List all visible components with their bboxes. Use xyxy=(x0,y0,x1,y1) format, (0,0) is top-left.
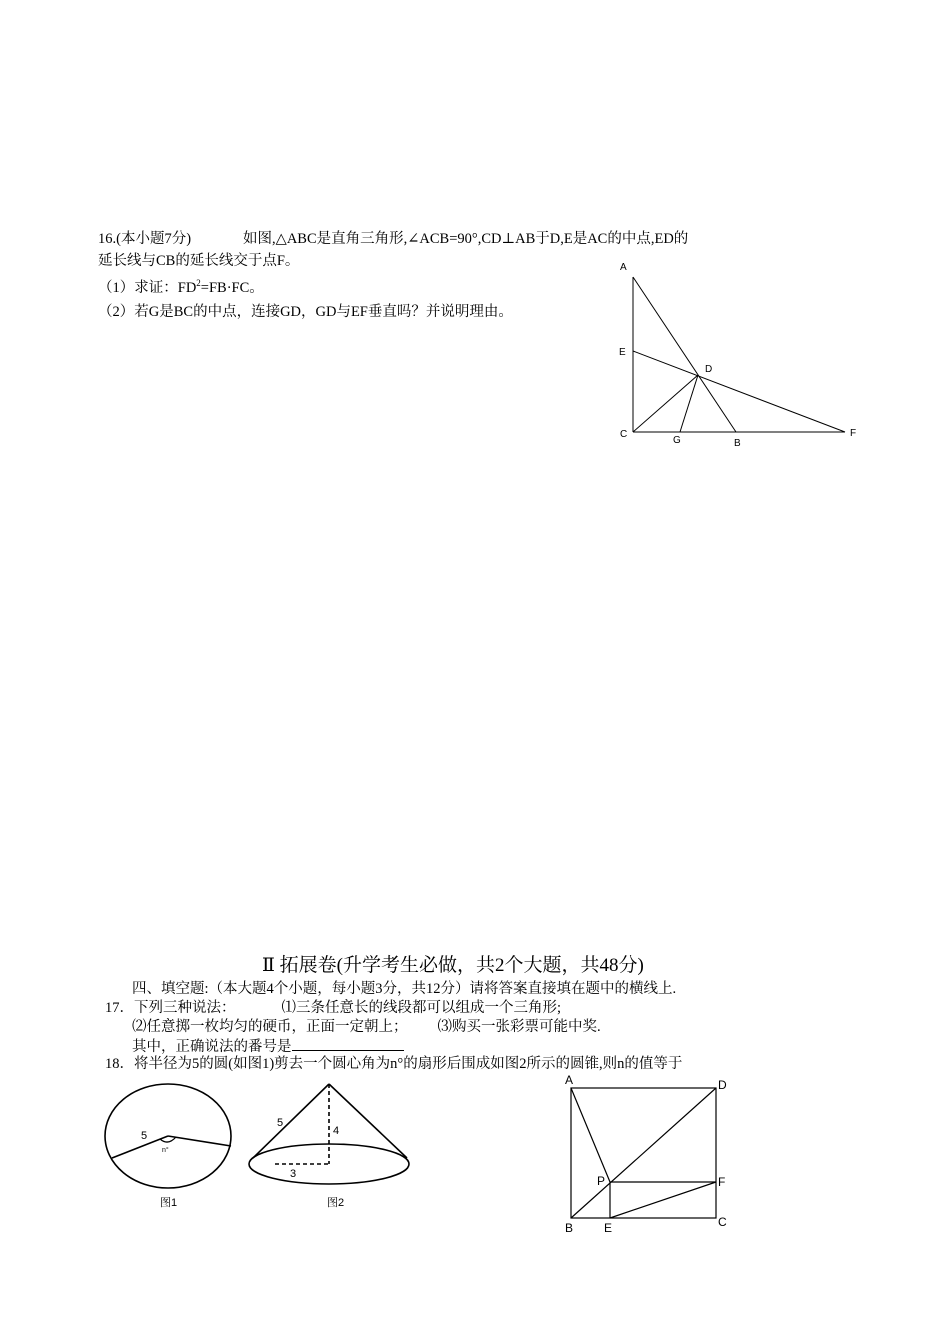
label-c: C xyxy=(620,429,628,440)
q17-line2 xyxy=(132,1017,601,1037)
radius-left xyxy=(112,1136,168,1158)
label-b: B xyxy=(734,438,741,449)
q17-line2-b: ⑶购买一张彩票可能中奖. xyxy=(437,1019,601,1035)
q16-figure xyxy=(610,255,870,455)
sq-label-c: C xyxy=(718,1215,727,1229)
q16-line1 xyxy=(98,229,688,249)
segment-ap xyxy=(571,1088,610,1182)
q17-line1-a: 17．下列三种说法： xyxy=(105,1000,236,1016)
q16-part1-pre: （1）求证：FD xyxy=(98,279,197,296)
fig2-height-label: 4 xyxy=(333,1125,340,1137)
fig2-slant-label: 5 xyxy=(277,1117,284,1129)
section2-title: Ⅱ 拓展卷(升学考生必做，共2个大题，共48分) xyxy=(262,955,644,976)
label-e: E xyxy=(619,347,626,358)
label-f: F xyxy=(850,428,857,439)
diagonal-bd xyxy=(571,1088,716,1218)
q16-stem-line2: 延长线与CB的延长线交于点F。 xyxy=(98,253,300,269)
q18-line1: 18．将半径为5的圆(如图1)剪去一个圆心角为n°的扇形后围成如图2所示的圆锥,则n的值等于 xyxy=(105,1056,683,1072)
segment-ef xyxy=(633,351,845,432)
q16-stem-line1: 如图,△ABC是直角三角形,∠ACB=90°,CD⊥AB于D,E是AC的中点,ED的 xyxy=(243,231,689,247)
fig1-angle-label: n° xyxy=(162,1147,169,1154)
segment-cd xyxy=(633,375,698,432)
q16-part1 xyxy=(98,273,264,298)
sq-label-d: D xyxy=(718,1078,727,1092)
q16-part1-post: =FB·FC。 xyxy=(200,279,264,296)
q16-part2: （2）若G是BC的中点，连接GD，GD与EF垂直吗？并说明理由。 xyxy=(98,304,513,320)
q18-fig1 xyxy=(100,1082,250,1212)
sq-label-e: E xyxy=(604,1221,613,1235)
sq-label-a: A xyxy=(565,1073,574,1087)
fig1-caption: 图1 xyxy=(160,1197,178,1209)
segment-ab xyxy=(633,277,736,432)
q16-header: 16.(本小题7分) xyxy=(98,231,192,247)
radius-right xyxy=(168,1136,231,1146)
square-figure xyxy=(560,1072,740,1242)
q17-line1-b: ⑴三条任意长的线段都可以组成一个三角形; xyxy=(281,1000,562,1016)
q17-answer-blank[interactable] xyxy=(292,1036,404,1051)
label-d: D xyxy=(705,364,713,375)
label-a: A xyxy=(620,262,627,273)
sq-label-p: P xyxy=(597,1174,606,1188)
q17-line3-text: 其中，正确说法的番号是 xyxy=(132,1039,292,1055)
q16-part1-sup: 2 xyxy=(196,278,201,288)
label-g: G xyxy=(673,435,681,446)
fig1-radius-label: 5 xyxy=(141,1130,148,1142)
q17-line1 xyxy=(105,998,561,1018)
fig2-radius-label: 3 xyxy=(290,1168,297,1180)
segment-ef xyxy=(610,1182,716,1218)
sq-label-f: F xyxy=(718,1175,726,1189)
fig2-caption: 图2 xyxy=(327,1197,345,1209)
section2-instruction: 四、填空题:（本大题4个小题，每小题3分，共12分）请将答案直接填在题中的横线上. xyxy=(132,981,677,997)
sq-label-b: B xyxy=(565,1221,574,1235)
q18-fig2 xyxy=(245,1078,420,1213)
q17-line2-a: ⑵任意掷一枚均匀的硬币，正面一定朝上； xyxy=(132,1019,408,1035)
